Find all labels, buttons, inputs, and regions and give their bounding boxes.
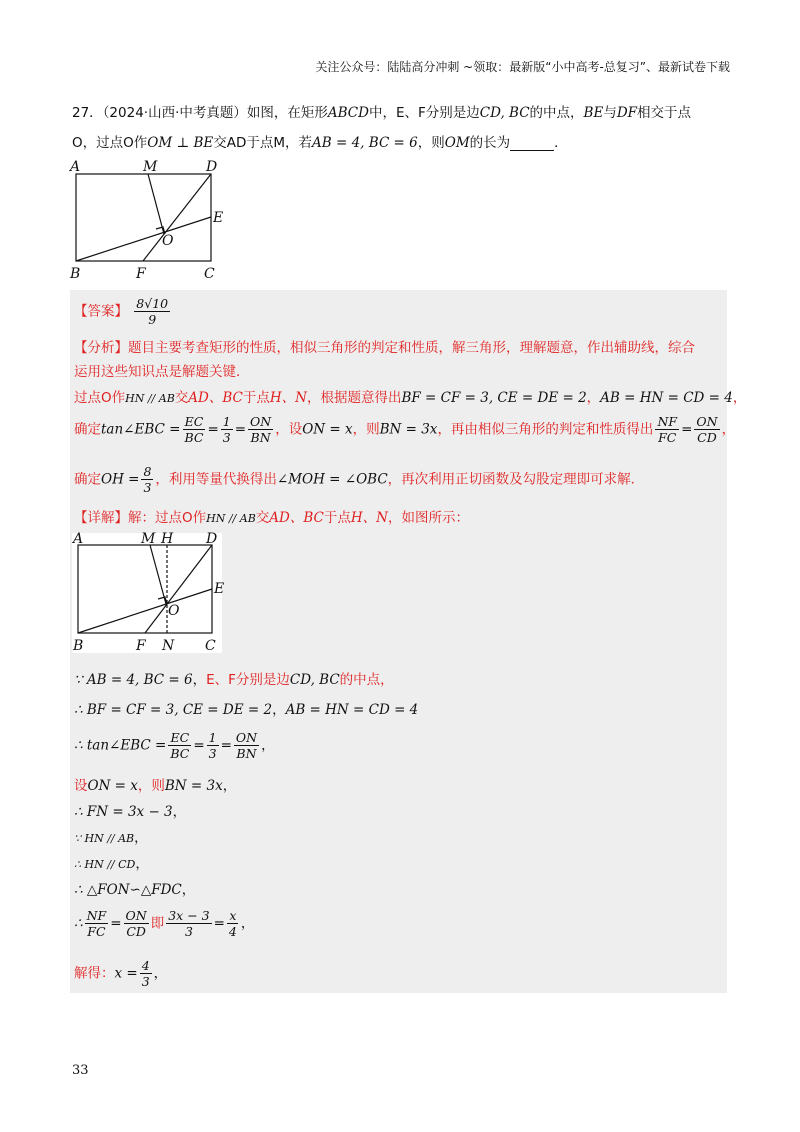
page-number: 33 bbox=[72, 1063, 89, 1078]
label-f-2: F bbox=[136, 638, 146, 654]
auxiliary-figure bbox=[72, 531, 225, 654]
rectangle-figure bbox=[68, 160, 228, 285]
answer-tag: 【答案】 bbox=[74, 303, 128, 320]
page-header: 关注公众号：陆陆高分冲刺 ~领取：最新版“小中高考-总复习”、最新试卷下载 bbox=[315, 60, 730, 74]
label-d: D bbox=[206, 159, 218, 175]
answer-blank bbox=[510, 136, 554, 151]
line-be bbox=[76, 217, 211, 261]
answer-line bbox=[74, 296, 172, 327]
line-df bbox=[143, 174, 211, 261]
label-f: F bbox=[136, 266, 146, 282]
detail-tag: 【详解】 bbox=[74, 510, 128, 526]
label-d-2: D bbox=[206, 531, 218, 547]
label-a: A bbox=[70, 159, 81, 175]
label-c-2: C bbox=[205, 638, 216, 654]
line-be-2 bbox=[78, 589, 212, 633]
answer-value: $\frac{8√10}{9}$ bbox=[136, 296, 169, 327]
label-b: B bbox=[70, 266, 81, 282]
label-b-2: B bbox=[73, 638, 84, 654]
analysis-tag: 【分析】 bbox=[74, 340, 128, 356]
label-c: C bbox=[204, 266, 215, 282]
rect-abcd bbox=[76, 174, 211, 261]
label-a-2: A bbox=[73, 531, 84, 547]
label-e-2: E bbox=[214, 581, 225, 597]
line-om bbox=[148, 174, 164, 234]
label-o: O bbox=[162, 233, 174, 249]
line-om-2 bbox=[150, 545, 166, 604]
label-h: H bbox=[161, 531, 174, 547]
question-number: 27． bbox=[72, 105, 103, 121]
rect-abcd-2 bbox=[78, 545, 212, 633]
label-o-2: O bbox=[168, 603, 180, 619]
line-df-2 bbox=[145, 545, 212, 633]
label-n: N bbox=[162, 638, 175, 654]
label-m: M bbox=[143, 159, 158, 175]
label-e: E bbox=[213, 210, 224, 226]
label-m-2: M bbox=[141, 531, 156, 547]
question-text: 27．（2024·山西·中考真题）如图，在矩形ABCD中，E、F分别是边CD, BC的中点，BE与DF相交于点 O，过点O作OM ⊥ BE交AD于点M，若AB = 4, BC = 6，则OM的长为 ． bbox=[72, 105, 692, 151]
solution-box: 【答案】 $\frac{8√10}{9}$ 【分析】题目主要考查矩形的性质，相似三角形的判定和性质，解三角形，理解题意，作出辅助线，综合 运用这些知识点是解题关键． 过点O作HN // AB交AD、BC于点H、N，根据题意得出BF = CF = 3, CE = DE = 2，AB = HN = CD = 4， 确定tan∠EBC = $\frac{EC}{BC}$ = $\frac{1}{3}$ = $\frac{ON}{BN}$ ，设ON = x，则BN = 3x，再由相似三角形的判定和性质得出 $\frac{NF}{FC}$ = $\frac{ON}{CD}$ ， 确定OH = $\frac{8}{3}$ ，利用等量代换得出∠MOH = ∠OBC，再次利用正切函数及勾股定理即可求解． 【详解】解：过点O作HN // AB交AD、BC于点H、N，如图所示： A M H D E O B F N C ∵ AB = 4, BC = 6，E、F分别是边CD, BC的中点， ∴ BF = CF = 3, CE = DE = 2，AB = HN = CD = 4 ∴ tan∠EBC = $\frac{EC}{BC}$ = $\frac{1}{3}$ = $\frac{ON}{BN}$ ， 设ON = x，则BN = 3x， ∴ FN = 3x − 3， ∵ HN // AB， ∴ HN // CD， ∴ △FON∽△FDC， ∴ $\frac{NF}{FC}$ = $\frac{ON}{CD}$ 即 $\frac{3x - 3}{3}$ = $\frac{x}{4}$ ， 解得：x = $\frac{4}{3}$ ， bbox=[70, 290, 727, 993]
